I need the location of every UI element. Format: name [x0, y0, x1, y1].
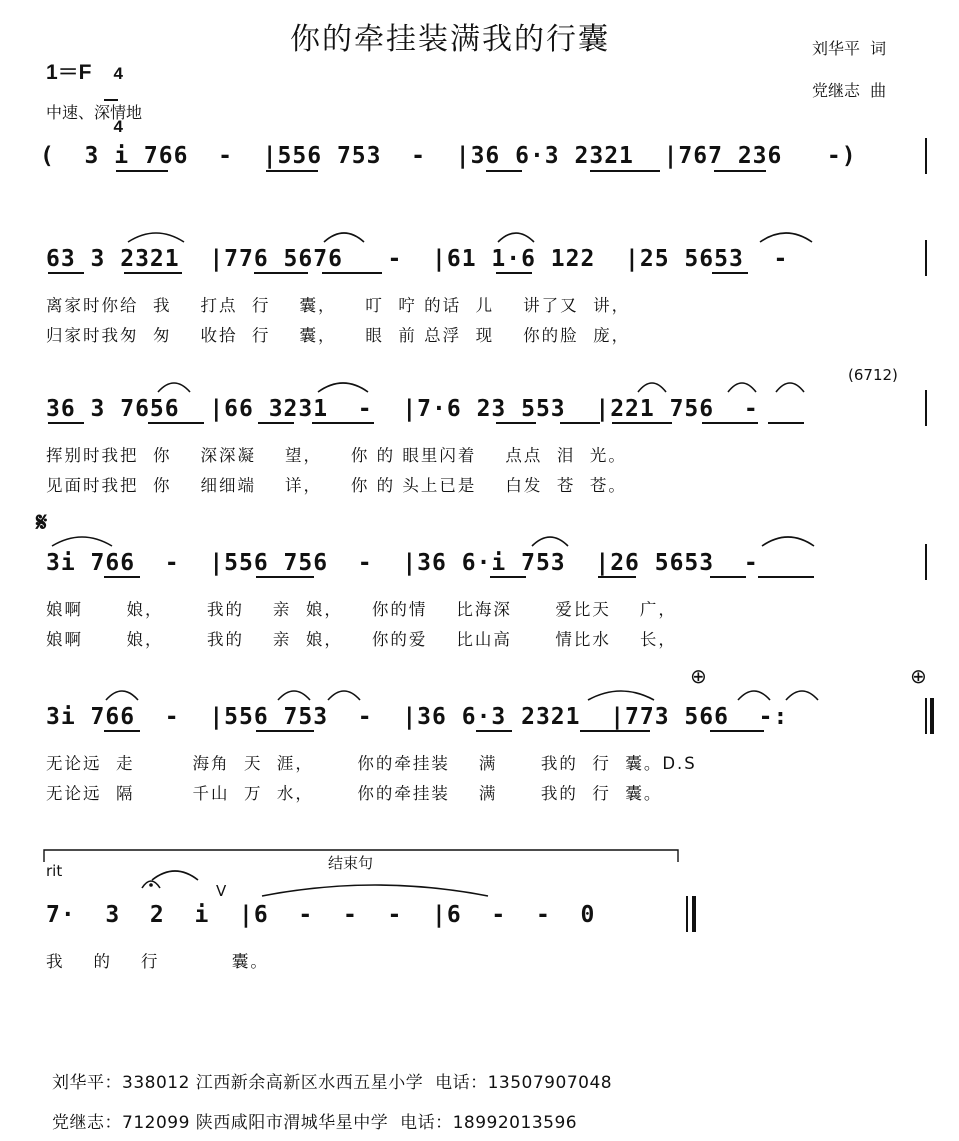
beat-underline: [258, 422, 294, 424]
slur: [760, 532, 816, 548]
lyrics-row-2-verse-2: 归家时我匆 匆 收拾 行 囊， 眼 前 总浮 现 你的脸 庞，: [46, 326, 631, 345]
beat-underline: [712, 272, 748, 274]
lyrics-row-6: 我 的 行 囊。: [46, 952, 269, 971]
barline: [925, 390, 927, 426]
lyrics-row-5-verse-1: 无论远 走 海角 天 涯， 你的牵挂装 满 我的 行 囊。D.S: [46, 754, 697, 773]
beat-underline: [560, 422, 600, 424]
beat-underline: [710, 576, 746, 578]
barline: [925, 698, 927, 734]
slur: [726, 378, 758, 394]
ending-label: 结束句: [328, 854, 374, 872]
lyricist-credit: 刘华平 词: [812, 39, 887, 58]
rit-marking: rit: [46, 862, 63, 880]
beat-underline: [116, 170, 168, 172]
slur: [586, 686, 656, 702]
notation-row-5: 3i 766 - |556 753 - |36 6·3 2321 |773 566 -:: [46, 704, 789, 730]
notation-row-4: 3i 766 - |556 756 - |36 6·i 753 |26 5653 -: [46, 550, 759, 576]
beat-underline: [48, 272, 84, 274]
tie: [260, 880, 490, 898]
lyrics-row-3-verse-1: 挥别时我把 你 深深凝 望， 你 的 眼里闪着 点点 泪 光。: [46, 446, 627, 465]
beat-underline: [148, 422, 204, 424]
slur: [758, 228, 814, 244]
slur: [774, 378, 806, 394]
barline: [925, 240, 927, 276]
slur: [496, 228, 536, 244]
slur: [276, 686, 312, 702]
beat-underline: [104, 730, 140, 732]
beat-underline: [256, 730, 314, 732]
beat-underline: [476, 730, 512, 732]
beat-underline: [598, 576, 636, 578]
slur: [636, 378, 668, 394]
composer-credit: 党继志 曲: [812, 81, 887, 100]
time-denominator: 4: [113, 117, 123, 136]
slur: [316, 378, 370, 394]
beat-underline: [322, 272, 382, 274]
beat-underline: [590, 170, 660, 172]
slur: [784, 686, 820, 702]
beat-underline: [254, 272, 308, 274]
beat-underline: [486, 170, 522, 172]
time-numerator: 4: [113, 64, 123, 83]
lyrics-row-3-verse-2: 见面时我把 你 细细端 详， 你 的 头上已是 白发 苍 苍。: [46, 476, 627, 495]
slur: [150, 866, 200, 882]
contact-lyricist: 刘华平：338012 江西新余高新区水西五星小学 电话：13507907048: [52, 1073, 613, 1093]
key-signature: 1＝F: [46, 61, 92, 84]
final-repeat-barline: [930, 698, 934, 734]
lyrics-row-4-verse-1: 娘啊 娘， 我的 亲 娘， 你的情 比海深 爱比天 广，: [46, 600, 677, 619]
beat-underline: [496, 272, 532, 274]
breath-mark: V: [216, 882, 227, 900]
lyrics-row-5-verse-2: 无论远 隔 千山 万 水， 你的牵挂装 满 我的 行 囊。: [46, 784, 663, 803]
beat-underline: [758, 576, 814, 578]
barline: [686, 896, 688, 932]
beat-underline: [612, 422, 672, 424]
contact-composer: 党继志：712099 陕西咸阳市渭城华星中学 电话：18992013596: [52, 1113, 578, 1133]
coda-sign: ⊕: [910, 664, 927, 688]
notation-row-3: 36 3 7656 |66 3231 - |7·6 23 553 |221 756 -: [46, 396, 759, 422]
slur: [326, 686, 362, 702]
lyrics-row-2-verse-1: 离家时你给 我 打点 行 囊， 叮 咛 的话 儿 讲了又 讲，: [46, 296, 631, 315]
notation-row-1: ( 3 i 766 - |556 753 - |36 6·3 2321 |767 236 -): [40, 143, 857, 169]
beat-underline: [490, 576, 526, 578]
lyrics-row-4-verse-2: 娘啊 娘， 我的 亲 娘， 你的爱 比山高 情比水 长，: [46, 630, 677, 649]
beat-underline: [768, 422, 804, 424]
beat-underline: [714, 170, 766, 172]
slur: [530, 532, 570, 548]
barline: [925, 544, 927, 580]
beat-underline: [580, 730, 650, 732]
beat-underline: [256, 576, 314, 578]
beat-underline: [702, 422, 758, 424]
tempo-marking: 中速、深情地: [46, 103, 143, 122]
slur: [156, 378, 192, 394]
beat-underline: [124, 272, 182, 274]
beat-underline: [710, 730, 764, 732]
slur: [322, 228, 366, 244]
beat-underline: [266, 170, 318, 172]
slur: [736, 686, 772, 702]
final-barline: [692, 896, 696, 932]
beat-underline: [312, 422, 374, 424]
notation-row-2: 63 3 2321 |776 5676 - |61 1·6 122 |25 5653 -: [46, 246, 789, 272]
beat-underline: [104, 576, 140, 578]
song-title: 你的牵挂装满我的行囊: [290, 22, 610, 57]
beat-underline: [48, 422, 84, 424]
beat-underline: [496, 422, 536, 424]
coda-sign: ⊕: [690, 664, 707, 688]
grace-notes: (6712): [848, 366, 898, 384]
slur: [50, 532, 114, 548]
barline: [925, 138, 927, 174]
notation-row-6: 7· 3 2 i |6 - - - |6 - - 0: [46, 902, 596, 928]
slur: [126, 228, 186, 244]
segno-sign: 𝄋: [36, 508, 48, 538]
slur: [104, 686, 140, 702]
